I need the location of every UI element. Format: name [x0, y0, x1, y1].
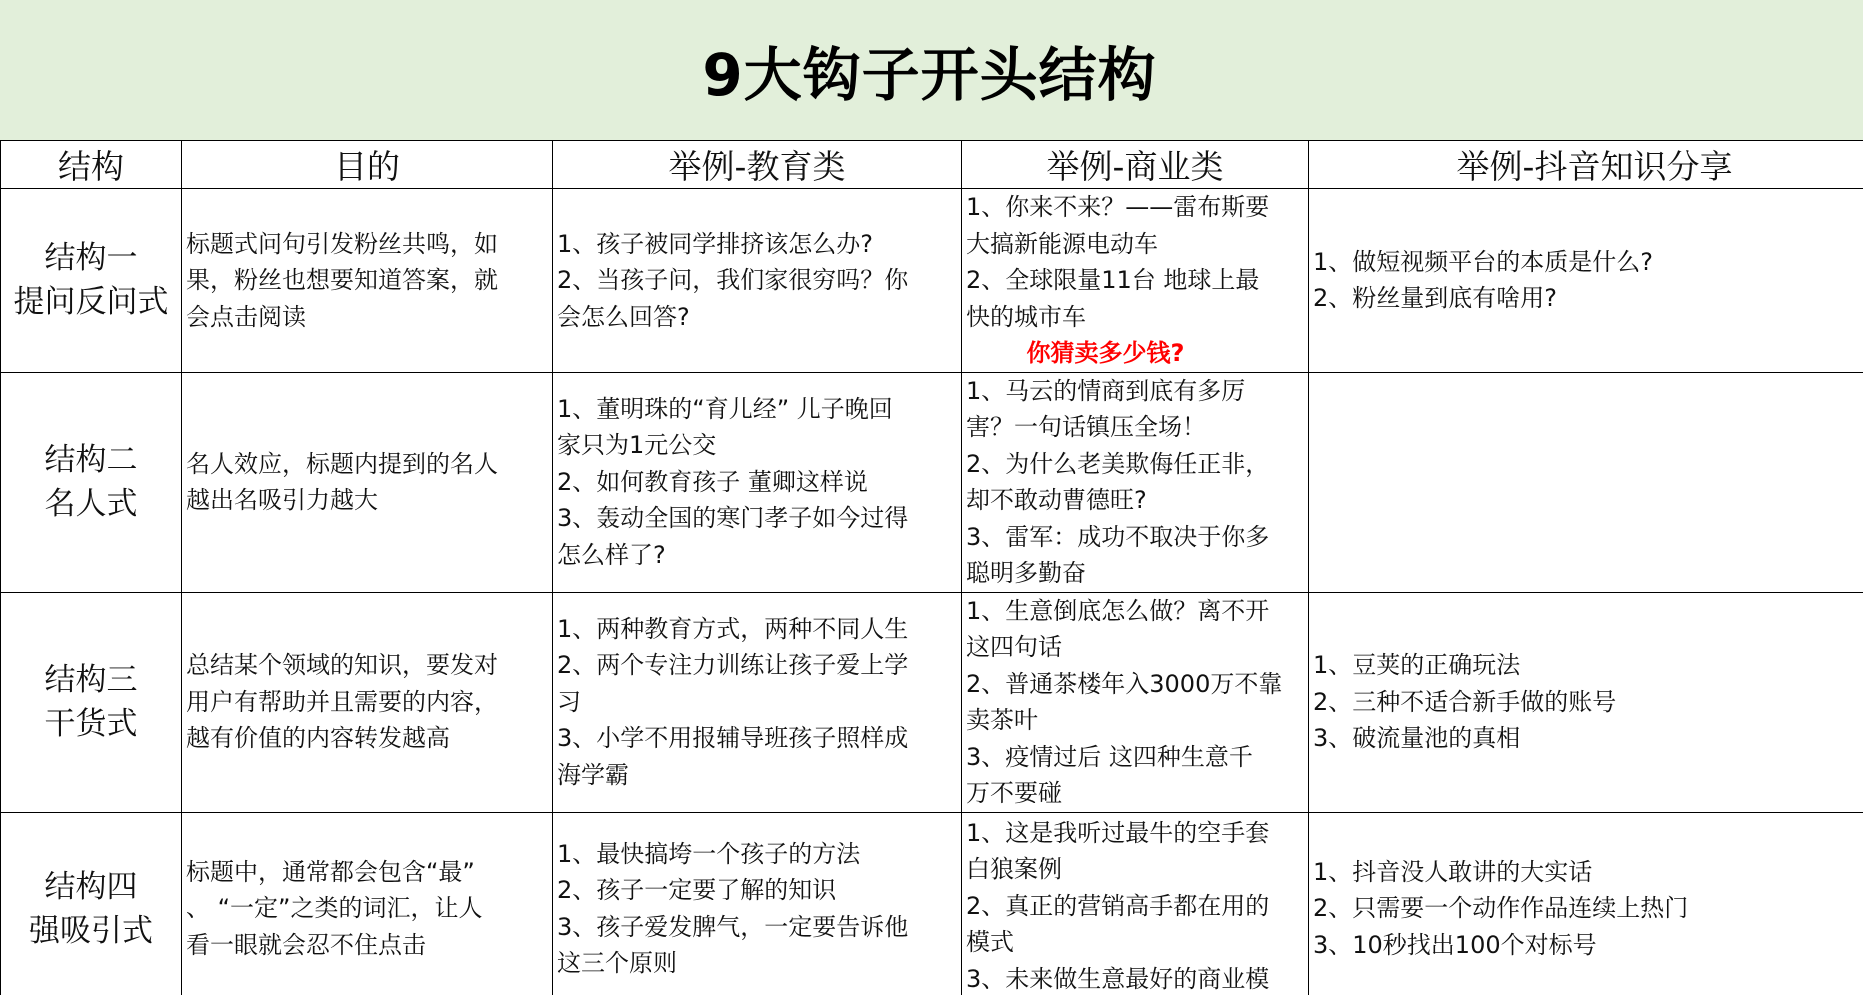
business-cell[interactable]: [962, 812, 1309, 995]
business-line: 模式: [966, 928, 1014, 956]
business-line: 2、全球限量11台 地球上最: [966, 266, 1260, 294]
business-line: 聪明多勤奋: [966, 559, 1086, 587]
douyin-line: 3、破流量池的真相: [1313, 724, 1521, 753]
structure-cell[interactable]: [1, 189, 182, 373]
education-line: 1、孩子被同学排挤该怎么办?: [557, 229, 874, 258]
title-banner: [0, 0, 1863, 140]
purpose-line: 会点击阅读: [186, 302, 306, 331]
business-cell[interactable]: [962, 592, 1309, 812]
table-row: [1, 812, 1863, 995]
douyin-line: 2、只需要一个动作作品连续上热门: [1313, 894, 1689, 923]
business-line: 卖茶叶: [966, 706, 1038, 734]
douyin-line: 3、10秒找出100个对标号: [1313, 930, 1597, 959]
header-education[interactable]: 举例-教育类: [553, 141, 962, 189]
purpose-line: 标题式问句引发粉丝共鸣，如: [186, 229, 498, 258]
education-line: 3、轰动全国的寒门孝子如今过得: [557, 504, 909, 533]
douyin-cell[interactable]: [1309, 592, 1863, 812]
business-line: 大搞新能源电动车: [966, 229, 1158, 258]
purpose-cell[interactable]: [182, 189, 553, 373]
table-row: [1, 592, 1863, 812]
purpose-line: 名人效应，标题内提到的名人: [186, 449, 498, 478]
business-line: 2、普通茶楼年入3000万不靠: [966, 669, 1283, 698]
purpose-cell[interactable]: [182, 592, 553, 812]
highlight-text: 你猜卖多少钱?: [1026, 339, 1185, 367]
purpose-line: 越出名吸引力越大: [186, 486, 378, 514]
education-line: 3、孩子爱发脾气，一定要告诉他: [557, 912, 909, 941]
business-cell[interactable]: [962, 189, 1309, 373]
table-row: [1, 372, 1863, 592]
structure-cell[interactable]: [1, 592, 182, 812]
education-line: 家只为1元公交: [557, 431, 717, 460]
structure-type: 干货式: [44, 706, 138, 742]
purpose-line: 用户有帮助并且需要的内容，: [186, 687, 498, 716]
structure-number: 结构四: [44, 868, 138, 905]
education-line: 1、最快搞垮一个孩子的方法: [557, 839, 861, 868]
business-line: 3、雷军：成功不取决于你多: [966, 522, 1270, 551]
page-title: 9大钩子开头结构: [702, 41, 1157, 109]
douyin-line: 1、做短视频平台的本质是什么?: [1313, 247, 1654, 276]
purpose-line: 总结某个领域的知识，要发对: [186, 651, 498, 680]
business-line: 3、疫情过后 这四种生意千: [966, 742, 1253, 771]
business-line: 1、你来不来？——雷布斯要: [966, 193, 1270, 221]
education-line: 习: [557, 687, 581, 716]
purpose-line: 看一眼就会忍不住点击: [186, 930, 426, 959]
education-line: 海学霸: [557, 760, 629, 789]
header-row: [1, 141, 1863, 189]
education-line: 2、两个专注力训练让孩子爱上学: [557, 651, 909, 680]
education-cell[interactable]: [553, 812, 962, 995]
structure-cell[interactable]: [1, 812, 182, 995]
business-line: 2、为什么老美欺侮任正非，: [966, 449, 1270, 478]
education-line: 2、当孩子问，我们家很穷吗？你: [557, 266, 909, 294]
education-cell[interactable]: [553, 592, 962, 812]
douyin-line: 2、粉丝量到底有啥用?: [1313, 284, 1558, 313]
purpose-line: 、 “一定”之类的词汇，让人: [186, 894, 483, 923]
business-line: 害？一句话镇压全场！: [966, 413, 1206, 441]
douyin-line: 2、三种不适合新手做的账号: [1313, 687, 1617, 716]
header-structure[interactable]: 结构: [1, 141, 182, 189]
business-line: 3、未来做生意最好的商业模: [966, 964, 1270, 993]
education-cell[interactable]: [553, 189, 962, 373]
table-row: [1, 189, 1863, 373]
education-line: 这三个原则: [557, 949, 677, 977]
business-line: 快的城市车: [966, 302, 1086, 331]
structure-type: 名人式: [44, 486, 138, 522]
purpose-cell[interactable]: [182, 812, 553, 995]
purpose-line: 越有价值的内容转发越高: [186, 724, 450, 753]
education-line: 1、两种教育方式，两种不同人生: [557, 614, 909, 643]
header-purpose[interactable]: 目的: [182, 141, 553, 189]
douyin-line: 1、抖音没人敢讲的大实话: [1313, 857, 1593, 886]
education-line: 2、如何教育孩子 董卿这样说: [557, 467, 868, 496]
business-line: 1、生意倒底怎么做？离不开: [966, 596, 1270, 625]
purpose-line: 果，粉丝也想要知道答案，就: [186, 266, 498, 294]
education-cell[interactable]: [553, 372, 962, 592]
business-line: 2、真正的营销高手都在用的: [966, 891, 1270, 920]
structure-number: 结构一: [44, 240, 138, 277]
education-line: 怎么样了?: [557, 540, 666, 569]
hook-structure-table: [0, 140, 1863, 995]
business-cell[interactable]: [962, 372, 1309, 592]
business-line: 1、马云的情商到底有多厉: [966, 376, 1246, 405]
header-douyin[interactable]: 举例-抖音知识分享: [1309, 141, 1863, 189]
education-line: 3、小学不用报辅导班孩子照样成: [557, 724, 909, 753]
education-line: 1、董明珠的“育儿经” 儿子晚回: [557, 394, 893, 423]
structure-number: 结构三: [44, 662, 138, 698]
structure-type: 提问反问式: [13, 284, 169, 321]
header-business[interactable]: 举例-商业类: [962, 141, 1309, 189]
business-line: 这四句话: [966, 633, 1062, 661]
business-line: 白狼案例: [966, 855, 1062, 883]
education-line: 会怎么回答?: [557, 302, 690, 331]
purpose-cell[interactable]: [182, 372, 553, 592]
douyin-cell[interactable]: [1309, 812, 1863, 995]
business-line: 却不敢动曹德旺?: [966, 486, 1147, 514]
structure-number: 结构二: [44, 442, 138, 478]
structure-cell[interactable]: [1, 372, 182, 592]
purpose-line: 标题中，通常都会包含“最”: [186, 857, 475, 886]
douyin-cell[interactable]: [1309, 372, 1863, 592]
douyin-cell[interactable]: [1309, 189, 1863, 373]
structure-type: 强吸引式: [29, 912, 153, 949]
business-line: 万不要碰: [966, 779, 1062, 807]
douyin-line: 1、豆荚的正确玩法: [1313, 651, 1521, 680]
education-line: 2、孩子一定要了解的知识: [557, 876, 837, 904]
business-line: 1、这是我听过最牛的空手套: [966, 818, 1270, 847]
